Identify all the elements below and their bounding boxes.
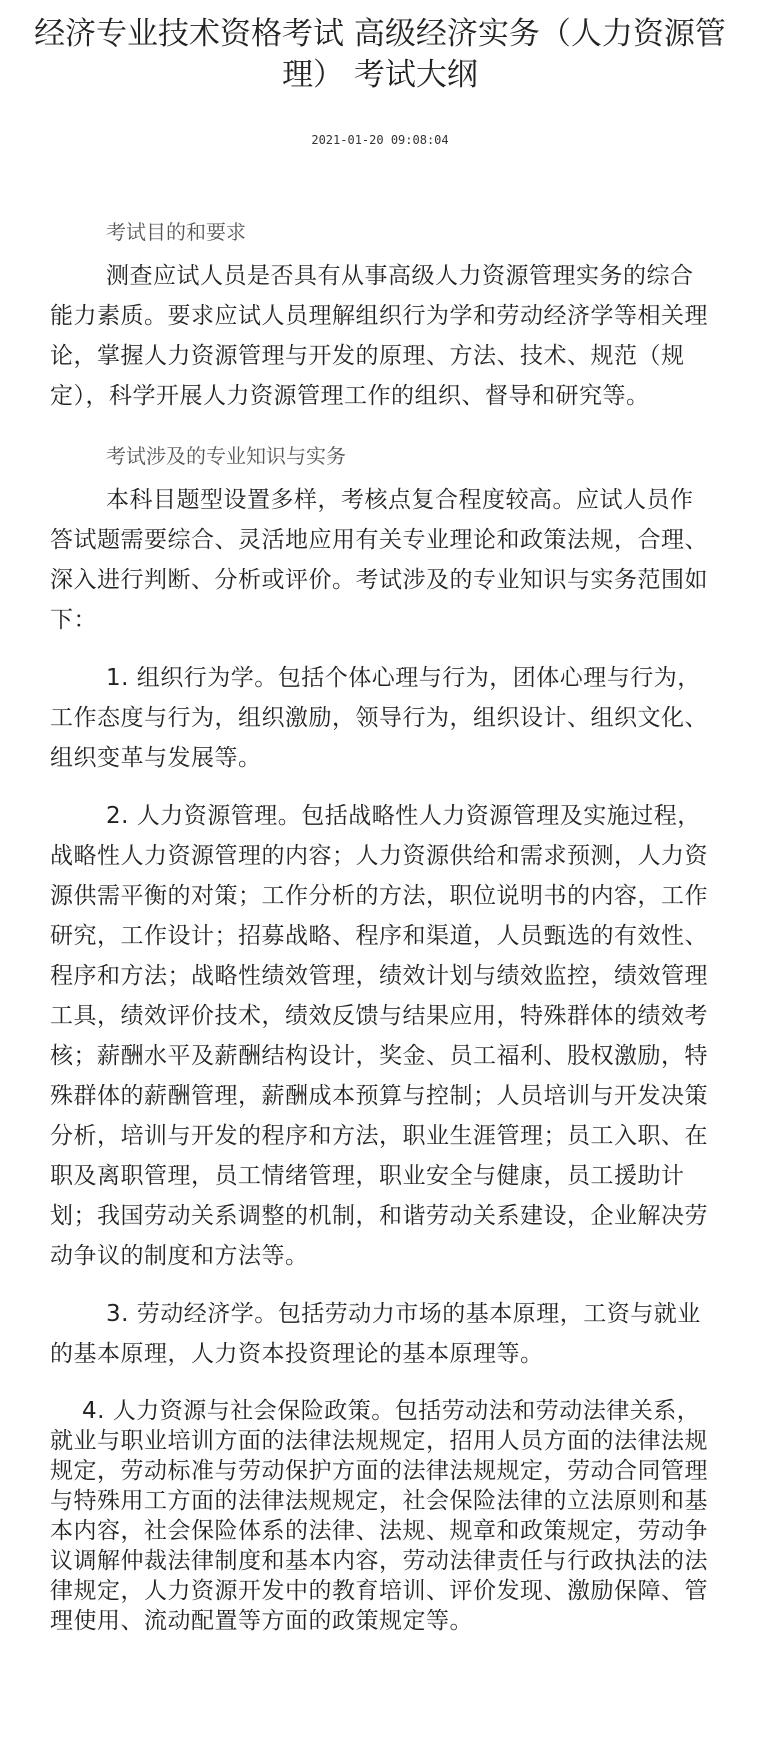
paragraph-purpose: 测查应试人员是否具有从事高级人力资源管理实务的综合能力素质。要求应试人员理解组织行为学和劳动经济学等相关理论，掌握人力资源管理与开发的原理、方法、技术、规范（规定），科学开展人力资源管理工作的组织、督导和研究等。 <box>50 263 708 409</box>
article-body <box>0 218 760 1636</box>
list-item-hr-social-insurance-policy: 4. 人力资源与社会保险政策。包括劳动法和劳动法律关系，就业与职业培训方面的法律法规规定，招用人员方面的法律法规规定，劳动标准与劳动保护方面的法律法规规定，劳动合同管理与特殊用工方面的法律法规规定，社会保险法律的立法原则和基本内容，社会保险体系的法律、法规、规章和政策规定，劳动争议调解仲裁法律制度和基本内容，劳动法律责任与行政执法的法律规定，人力资源开发中的教育培训、评价发现、激励保障、管理使用、流动配置等方面的政策规定等。 <box>50 1398 708 1634</box>
list-item-hr-management: 2. 人力资源管理。包括战略性人力资源管理及实施过程，战略性人力资源管理的内容；人力资源供给和需求预测，人力资源供需平衡的对策；工作分析的方法，职位说明书的内容，工作研究，工作设计；招募战略、程序和渠道，人员甄选的有效性、程序和方法；战略性绩效管理，绩效计划与绩效监控，绩效管理工具，绩效评价技术，绩效反馈与结果应用，特殊群体的绩效考核；薪酬水平及薪酬结构设计，奖金、员工福利、股权激励，特殊群体的薪酬管理，薪酬成本预算与控制；人员培训与开发决策分析，培训与开发的程序和方法，职业生涯管理；员工入职、在职及离职管理，员工情绪管理，职业安全与健康，员工援助计划；我国劳动关系调整的机制，和谐劳动关系建设，企业解决劳动争议的制度和方法等。 <box>50 803 708 1269</box>
paragraph-intro: 本科目题型设置多样，考核点复合程度较高。应试人员作答试题需要综合、灵活地应用有关专业理论和政策法规，合理、深入进行判断、分析或评价。考试涉及的专业知识与实务范围如下： <box>50 487 708 633</box>
section-heading-purpose: 考试目的和要求 <box>106 220 246 244</box>
list-item-labor-economics: 3. 劳动经济学。包括劳动力市场的基本原理，工资与就业的基本原理，人力资本投资理论的基本原理等。 <box>50 1301 701 1367</box>
publish-date: 2021-01-20 09:08:04 <box>311 133 449 147</box>
article-title: 经济专业技术资格考试 高级经济实务（人力资源管理） 考试大纲 <box>34 16 726 93</box>
section-heading-knowledge: 考试涉及的专业知识与实务 <box>106 444 346 468</box>
list-item-organizational-behavior: 1. 组织行为学。包括个体心理与行为，团体心理与行为，工作态度与行为，组织激励，领导行为，组织设计、组织文化、组织变革与发展等。 <box>50 665 708 771</box>
